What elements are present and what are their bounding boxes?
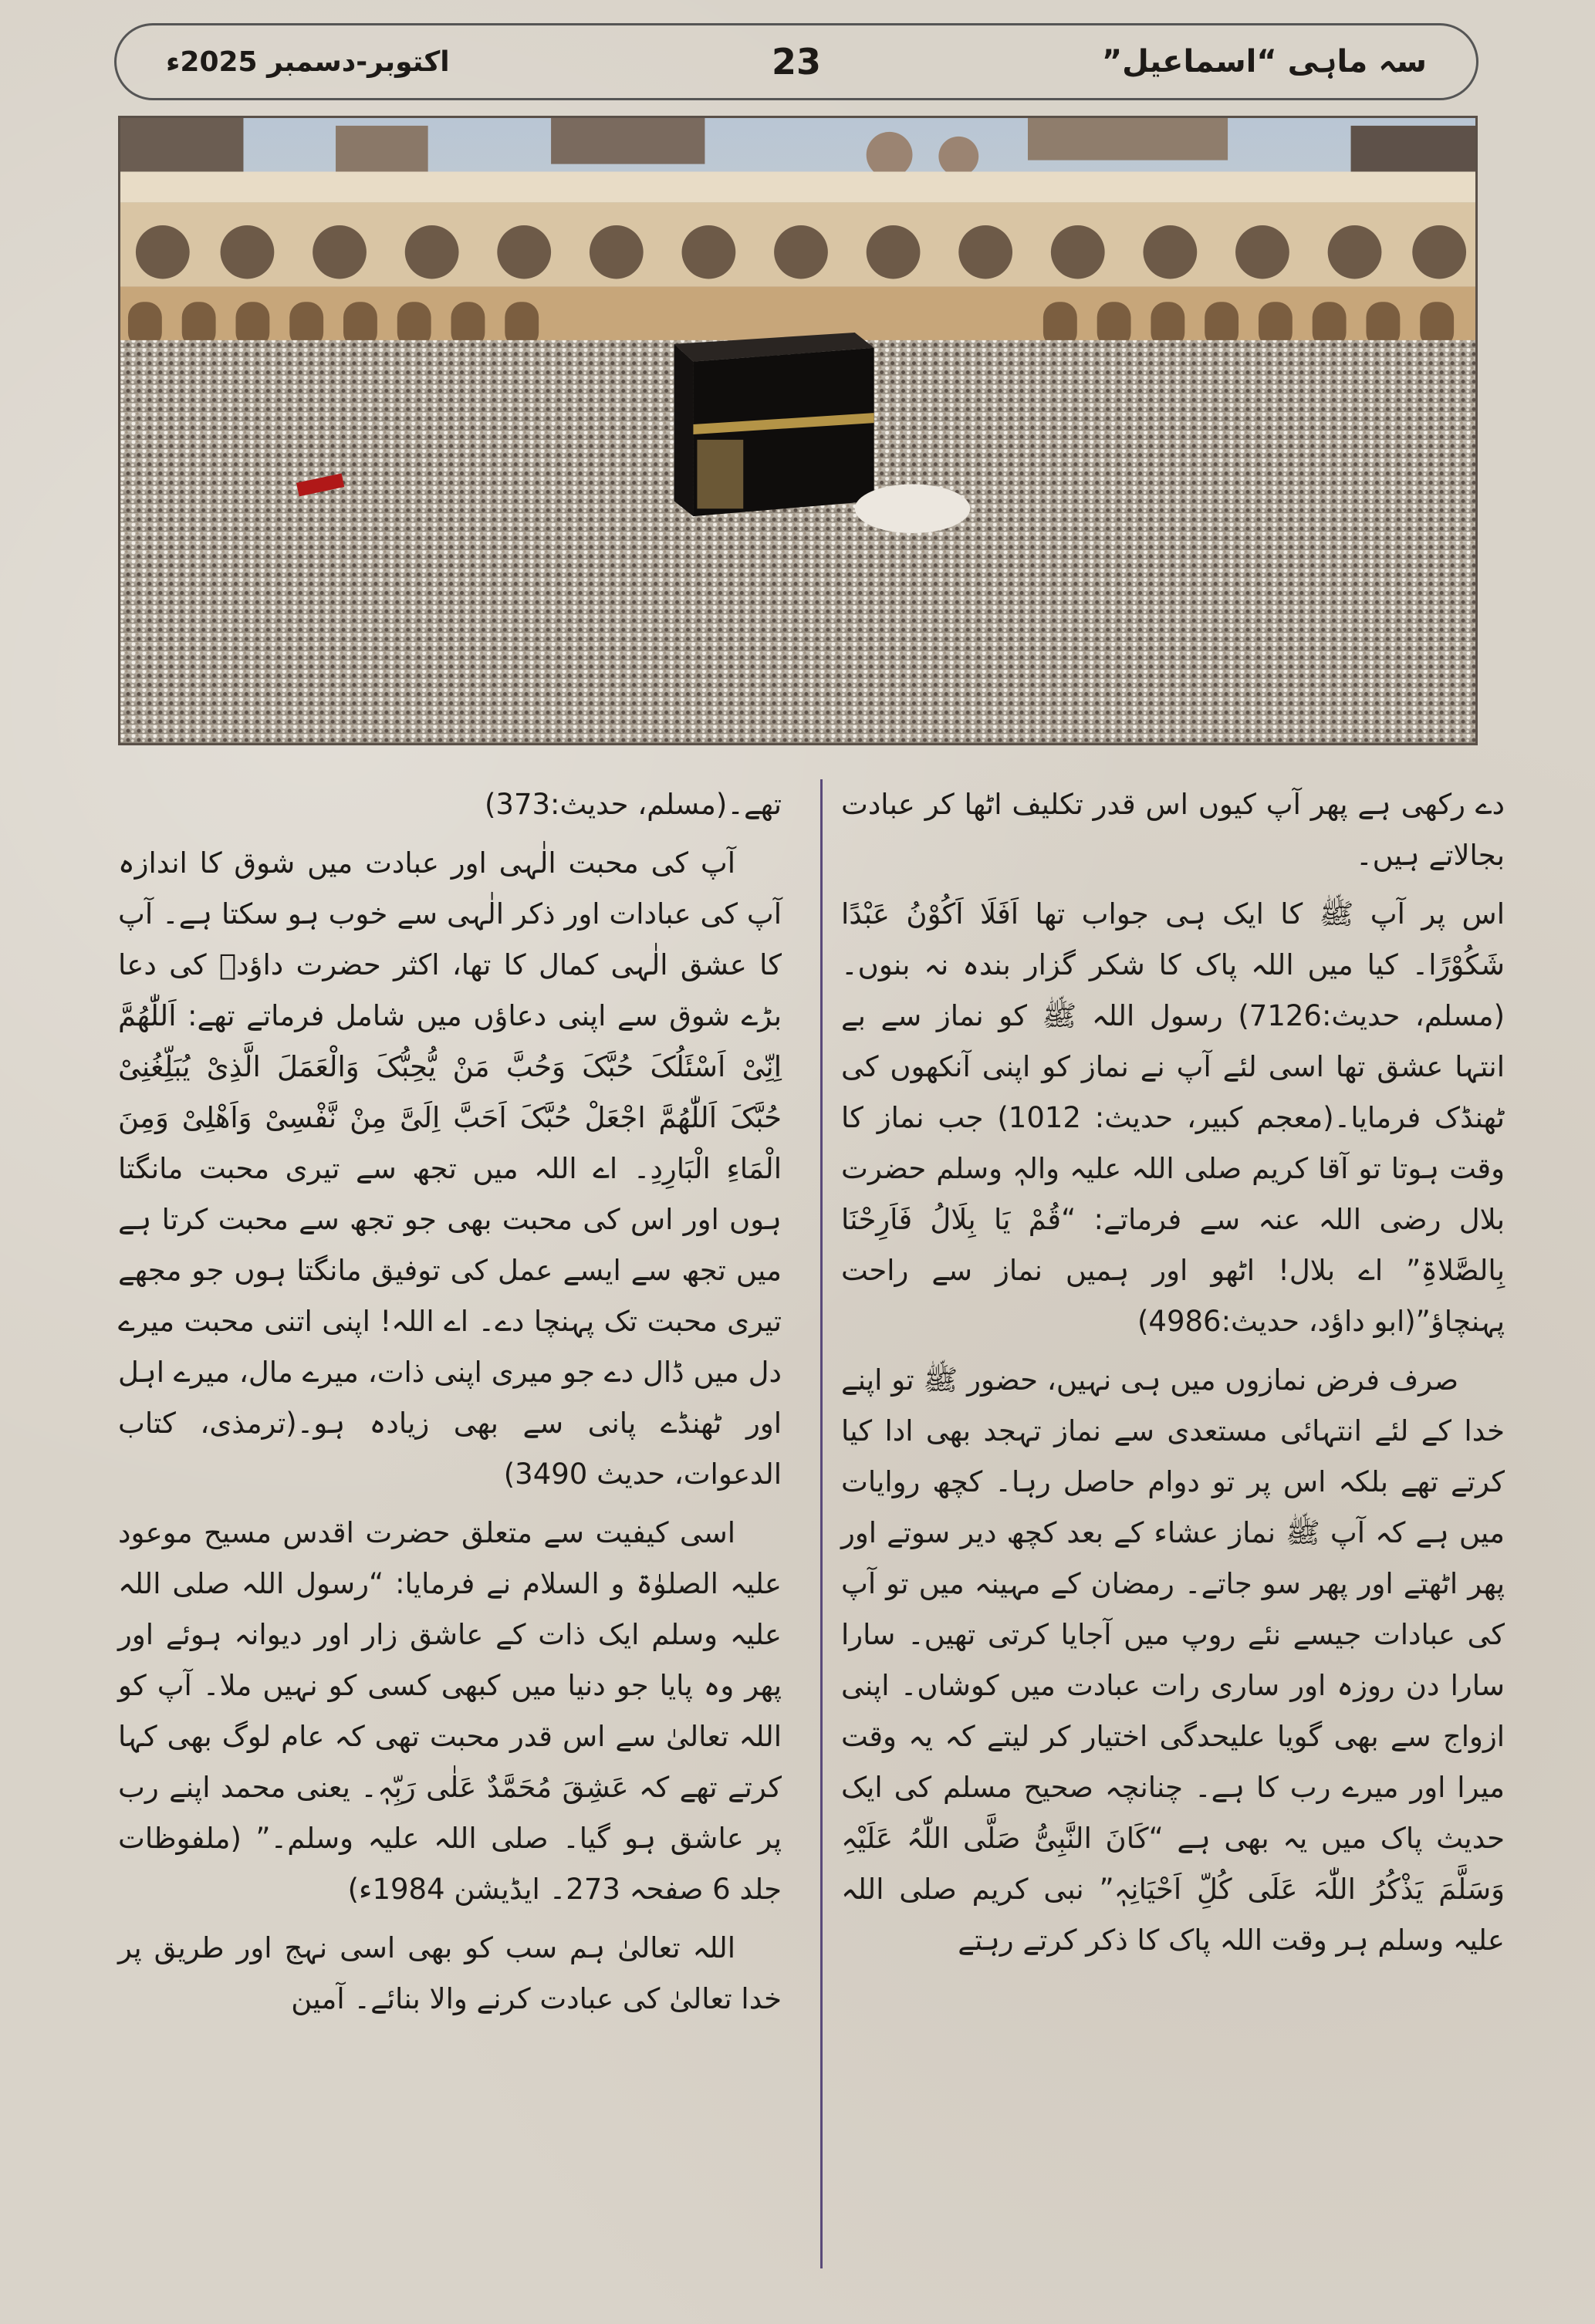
- paragraph: صرف فرض نمازوں میں ہی نہیں، حضور ﷺ تو اپنے خدا کے لئے انتہائی مستعدی سے نماز تہجد بھی ادا کیا کرتے تھے بلکہ اس پر تو دوام حاصل رہا۔ کچھ روایات میں ہے کہ آپ ﷺ نماز عشاء کے بعد کچھ دیر سوتے اور پھر اٹھتے اور پھر سو جاتے۔ رمضان کے مہینہ میں تو آپ کی عبادات جیسے نئے روپ میں آجایا کرتی تھیں۔ سارا سارا دن روزہ اور ساری رات عبادت میں کوشاں۔ اپنی ازواج سے بھی گویا علیحدگی اختیار کر لیتے کہ یہ وقت میرا اور میرے رب کا ہے۔ چنانچہ صحیح مسلم کی ایک حدیث پاک میں یہ بھی ہے “کَانَ النَّبِیُّ صَلَّی اللّٰہُ عَلَیْہِ وَسَلَّمَ یَذْکُرُ اللّٰہَ عَلَی کُلِّ اَحْیَانِہٖ” نبی کریم صلی اللہ علیہ وسلم ہر وقت اللہ پاک کا ذکر کرتے رہتے: [841, 1363, 1505, 1957]
- page-header: [114, 23, 1478, 100]
- issue-date: اکتوبر-دسمبر 2025ء: [166, 46, 450, 78]
- right-column: [841, 779, 1505, 2284]
- paragraph: اسی کیفیت سے متعلق حضرت اقدس مسیح موعود علیہ الصلوٰۃ و السلام نے فرمایا: “رسول اللہ صلی اللہ علیہ وسلم ایک ذات کے عاشق زار اور دیوانہ ہوئے اور پھر وہ پایا جو دنیا میں کبھی کسی کو نہیں ملا۔ آپ کو اللہ تعالیٰ سے اس قدر محبت تھی کہ عام لوگ بھی کہا کرتے تھے کہ عَشِقَ مُحَمَّدٌ عَلٰی رَبِّہٖ۔ یعنی محمد اپنے رب پر عاشق ہو گیا۔ صلی اللہ علیہ وسلم۔” (ملفوظات جلد 6 صفحہ 273۔ ایڈیشن 1984ء): [118, 1516, 782, 1906]
- magazine-title: سہ ماہی “اسماعیل”: [1101, 44, 1427, 79]
- paragraph: اس پر آپ ﷺ کا ایک ہی جواب تھا اَفَلَا اَکُوْنُ عَبْدًا شَکُوْرًا۔ کیا میں اللہ پاک کا شکر گزار بندہ نہ بنوں۔(مسلم، حدیث:7126) رسول اللہ ﷺ کو نماز سے بے انتہا عشق تھا اسی لئے آپ نے نماز کو اپنی آنکھوں کی ٹھنڈک فرمایا۔(معجم کبیر، حدیث: 1012) جب نماز کا وقت ہوتا تو آقا کریم صلی اللہ علیہ والہٖ وسلم حضرت بلال رضی اللہ عنہ سے فرماتے: “قُمْ یَا بِلَالُ فَاَرِحْنَا بِالصَّلاۃِ” اے بلال! اٹھو اور ہمیں نماز سے راحت پہنچاؤ”(ابو داؤد، حدیث:4986): [841, 897, 1505, 1338]
- paragraph: اللہ تعالیٰ ہم سب کو بھی اسی نہج اور طریق پر خدا تعالیٰ کی عبادت کرنے والا بنائے۔ آمین: [118, 1931, 782, 2015]
- paragraph: تھے۔(مسلم، حدیث:373): [484, 788, 782, 821]
- kaaba-photo: [118, 116, 1478, 745]
- page-number: 23: [771, 41, 822, 83]
- paragraph: دے رکھی ہے پھر آپ کیوں اس قدر تکلیف اٹھا کر عبادت بجالاتے ہیں۔: [841, 788, 1505, 872]
- left-column: [118, 779, 782, 2284]
- column-divider: [820, 779, 823, 2268]
- paragraph: آپ کی محبت الٰہی اور عبادت میں شوق کا اندازہ آپ کی عبادات اور ذکر الٰہی سے خوب ہو سکتا ہے۔ آپ کا عشق الٰہی کمال کا تھا، اکثر حضرت داؤدؑ کی دعا بڑے شوق سے اپنی دعاؤں میں شامل فرماتے تھے: اَللّٰھُمَّ اِنِّیْ اَسْئَلُکَ حُبَّکَ وَحُبَّ مَنْ یُّحِبُّکَ وَالْعَمَلَ الَّذِیْ یُبَلِّغُنِیْ حُبَّکَ اَللّٰھُمَّ اجْعَلْ حُبَّکَ اَحَبَّ اِلَیَّ مِنْ نَّفْسِیْ وَاَھْلِیْ وَمِنَ الْمَاءِ الْبَارِدِ۔ اے اللہ میں تجھ سے تیری محبت مانگتا ہوں اور اس کی محبت بھی جو تجھ سے محبت کرتا ہے میں تجھ سے ایسے عمل کی توفیق مانگتا ہوں جو مجھے تیری محبت تک پہنچا دے۔ اے اللہ! اپنی اتنی محبت میرے دل میں ڈال دے جو میری اپنی ذات، میرے مال، میرے اہل اور ٹھنڈے پانی سے بھی زیادہ ہو۔(ترمذی، کتاب الدعوات، حدیث 3490): [118, 846, 782, 1491]
- kaaba-illustration: [120, 118, 1475, 743]
